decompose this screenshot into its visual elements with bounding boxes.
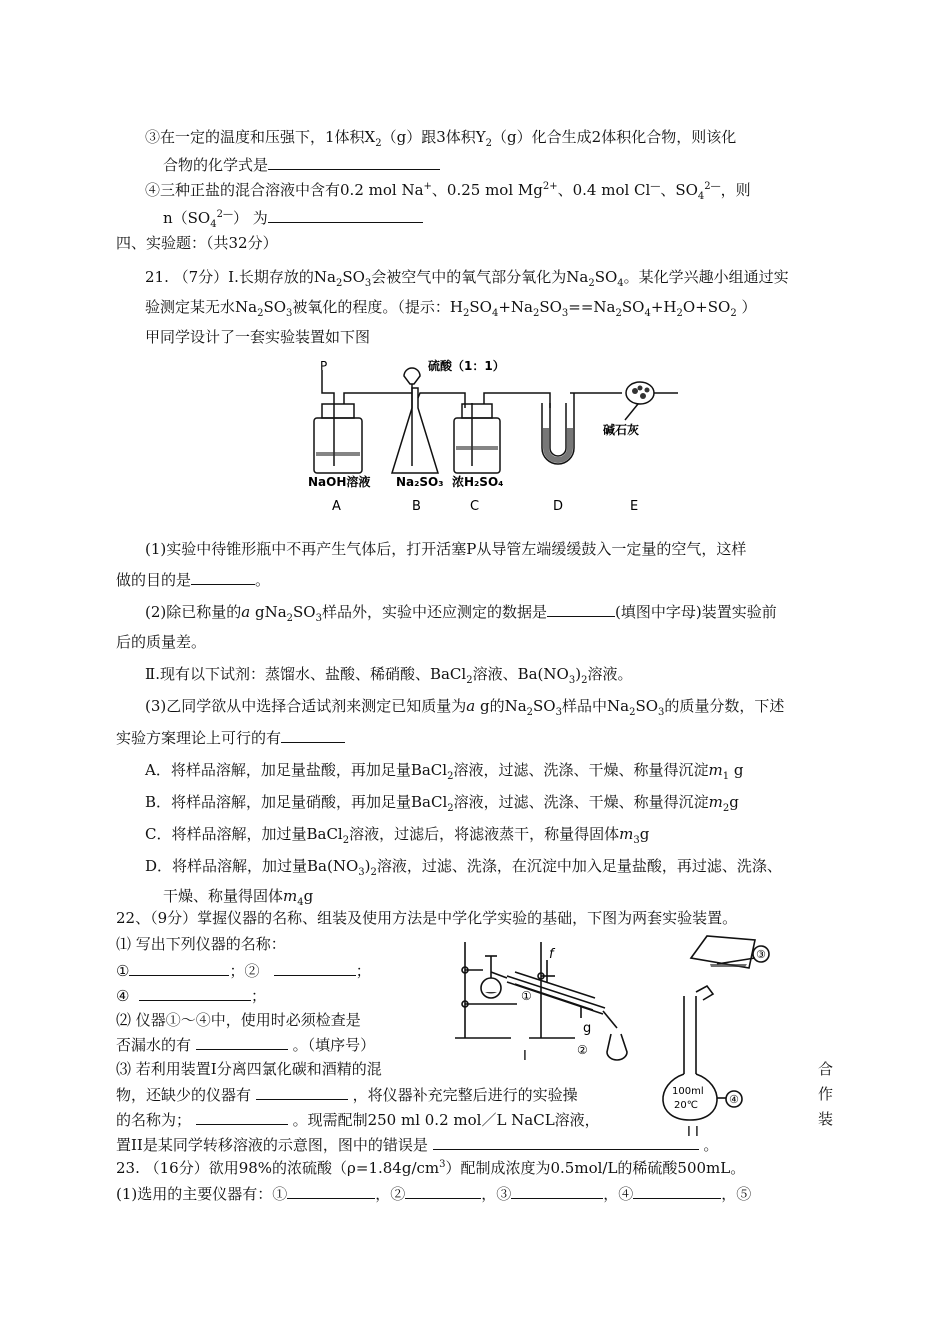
answer-blank[interactable] xyxy=(268,154,440,170)
q21-option-b: B．将样品溶解，加足量硝酸，再加足量BaCl$_2$溶液，过滤、洗涤、干燥、称量得沉淀$m_2g$ xyxy=(145,793,739,814)
answer-blank[interactable] xyxy=(256,1084,348,1100)
bottle-c-name: 浓H₂SO₄ xyxy=(452,475,504,489)
apparatus-figure-2 xyxy=(455,936,805,1140)
label-a: A xyxy=(332,499,341,514)
flask-volume: 100ml xyxy=(672,1086,704,1097)
num-2: ② xyxy=(577,1043,588,1057)
q22-sub3-line1-end: 合 xyxy=(818,1060,834,1078)
q22-sub3-line2-end: 作 xyxy=(818,1085,834,1103)
q22-blanks-1-2: ① ；② ； xyxy=(116,962,371,980)
q20-part3-line2: 合物的化学式是 xyxy=(163,154,440,175)
q22-blank-4: ④ ； xyxy=(116,987,267,1005)
q21-intro-line3: 甲同学设计了一套实验装置如下图 xyxy=(145,328,371,346)
answer-blank[interactable] xyxy=(268,207,423,223)
answer-blank[interactable] xyxy=(281,727,345,743)
valve-p-label: P xyxy=(320,359,328,373)
q21-option-a: A．将样品溶解，加足量盐酸，再加足量BaCl$_2$溶液，过滤、洗涤、干燥、称量得沉淀$m_1$ g xyxy=(145,761,744,782)
q21-option-d-line1: D．将样品溶解，加过量$Ba(NO_3)_2$溶液，过滤、洗涤，在沉淀中加入足量盐酸，再过滤、洗涤、 xyxy=(145,857,782,878)
q21-sub2-line1: (2)除已称量的a $gNa_2SO_3$样品外，实验中还应测定的数据是 (填图中字母)装置实验前 xyxy=(145,603,777,624)
q22-sub1: ⑴ 写出下列仪器的名称： xyxy=(116,935,286,953)
num-4: ④ xyxy=(729,1093,739,1106)
answer-blank[interactable] xyxy=(129,960,229,976)
answer-blank[interactable] xyxy=(191,569,255,585)
q23-intro: 23. （16分）欲用98%的浓硫酸$(\rho=1.84g/cm^3)$配制成浓度为0.5mol/L的稀硫酸500mL。 xyxy=(116,1159,746,1177)
q21-sub2-line2: 后的质量差。 xyxy=(116,633,207,651)
q21-sub1-line2: 做的目的是 。 xyxy=(116,571,271,589)
q21-option-d-line2: 干燥、称量得固体$m_4g$ xyxy=(163,887,314,908)
flask-temp: 20℃ xyxy=(674,1100,698,1111)
q23-sub1: (1)选用的主要仪器有：① ，② ，③ ，④ ，⑤ xyxy=(116,1185,752,1203)
label-c: C xyxy=(470,499,480,514)
num-1: ① xyxy=(521,989,532,1003)
q22-sub3-line3-end: 装 xyxy=(818,1110,834,1128)
answer-blank[interactable] xyxy=(511,1183,603,1199)
q22-sub3-line4: 置II是某同学转移溶液的示意图，图中的错误是 。 xyxy=(116,1136,719,1154)
q21-sub1-line1: (1)实验中待锥形瓶中不再产生气体后，打开活塞P从导管左端缓缓鼓入一定量的空气，这样 xyxy=(145,540,747,558)
q21-sub3-line1: (3)乙同学欲从中选择合适试剂来测定已知质量为a g的$Na_2SO_3$样品中$Na_2SO_3$的质量分数，下述 xyxy=(145,697,785,718)
q22-sub3-line3: 的名称为； 。现需配制250 ml 0.2 mol／L NaCL溶液， xyxy=(116,1111,600,1129)
q22-intro: 22、（9分）掌握仪器的名称、组装及使用方法是中学化学实验的基础，下图为两套实验装置。 xyxy=(116,909,738,927)
answer-blank[interactable] xyxy=(139,985,251,1001)
q22-sub3-line2: 物，还缺少的仪器有 ，将仪器补充完整后进行的实验操 xyxy=(116,1086,578,1104)
q22-sub2-line2: 否漏水的有 。（填序号） xyxy=(116,1036,376,1054)
label-f: f xyxy=(549,947,554,962)
sulfuric-acid-label: 硫酸（1：1） xyxy=(428,359,505,373)
q21-option-c: C．将样品溶解，加过量BaCl$_2$溶液，过滤后，将滤液蒸干，称量得固体$m_3g$ xyxy=(145,825,650,846)
num-3: ③ xyxy=(756,948,766,961)
bottle-a-name: NaOH溶液 xyxy=(308,475,371,489)
answer-blank[interactable] xyxy=(274,960,356,976)
q20-part4-line1: ④三种正盐的混合溶液中含有0.2 mol Na+、0.25 mol $Mg^{2+}$、0.4 mol Cl—、$SO_4^{2—}$，则 xyxy=(145,181,751,202)
answer-blank[interactable] xyxy=(287,1183,375,1199)
q21-sub3-line2: 实验方案理论上可行的有 xyxy=(116,727,345,748)
answer-blank[interactable] xyxy=(196,1109,288,1125)
q22-sub2-line1: ⑵ 仪器①～④中，使用时必须检查是 xyxy=(116,1011,361,1029)
label-b: B xyxy=(412,499,421,514)
apparatus-figure-1 xyxy=(300,348,685,518)
q21-part2-reagents: Ⅱ.现有以下试剂：蒸馏水、盐酸、稀硝酸、BaCl$_2$溶液、$Ba(NO_3)_2$溶液。 xyxy=(145,665,633,686)
set-i-label: I xyxy=(523,1049,527,1064)
q20-part3-line1: ③在一定的温度和压强下，1体积$X_2(g)$跟3体积$Y_2(g)$化合生成2体积化合物，则该化 xyxy=(145,128,737,149)
q20-part4-line2: $n(SO_4^{2—})$ 为 xyxy=(163,207,423,228)
answer-blank[interactable] xyxy=(196,1034,288,1050)
set-ii-label: I I xyxy=(687,1125,699,1140)
q21-intro-line1: 21. （7分）Ⅰ.长期存放的$Na_2SO_3$会被空气中的氧气部分氧化为$Na_2SO_4$。某化学兴趣小组通过实 xyxy=(145,268,789,289)
label-d: D xyxy=(553,499,564,514)
label-g: g xyxy=(583,1021,592,1036)
section-heading: 四、实验题：（共32分） xyxy=(116,234,278,252)
flask-b-name: Na₂SO₃ xyxy=(396,475,444,489)
soda-lime-label: 碱石灰 xyxy=(603,423,640,437)
q22-sub3-line1: ⑶ 若利用装置Ⅰ分离四氯化碳和酒精的混 xyxy=(116,1060,382,1078)
answer-blank[interactable] xyxy=(405,1183,481,1199)
answer-blank[interactable] xyxy=(633,1183,721,1199)
q21-intro-line2: 验测定某无水$Na_2SO_3$被氧化的程度。（提示：$H_2SO_4+Na_2SO_3==Na_2SO_4+H_2O+SO_2$ ） xyxy=(145,298,757,319)
answer-blank[interactable] xyxy=(433,1134,699,1150)
label-e: E xyxy=(630,499,639,514)
answer-blank[interactable] xyxy=(547,601,615,617)
